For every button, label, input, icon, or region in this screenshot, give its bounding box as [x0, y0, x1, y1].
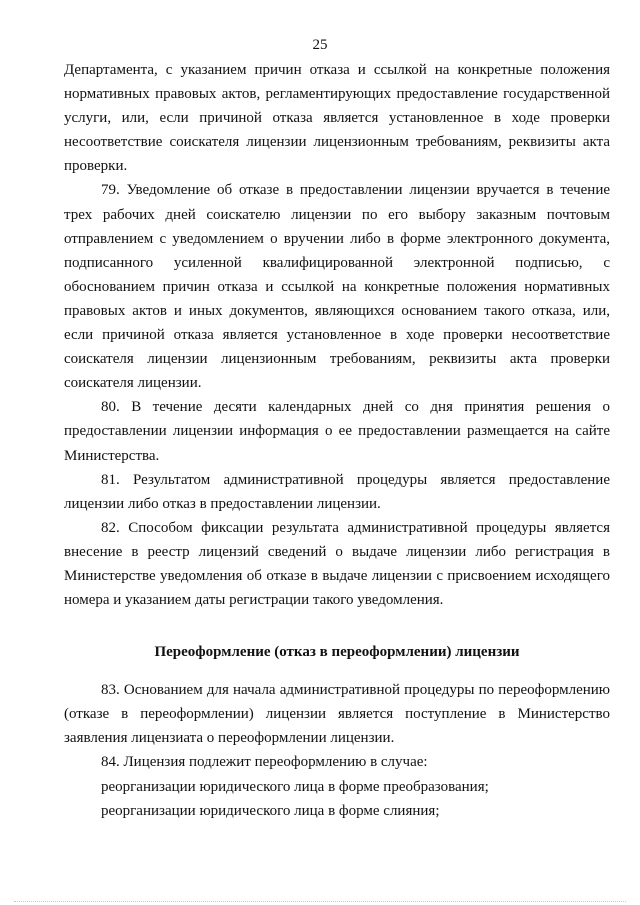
document-body — [64, 58, 610, 823]
paragraph-83: 83. Основанием для начала административной процедуры по переоформлению (отказе в переоформлении) лицензии является поступление в Министерство заявления лицензиата о переоформлении лицензии. — [64, 682, 610, 747]
paragraph-79: 79. Уведомление об отказе в предоставлении лицензии вручается в течение трех рабочих дней соискателю лицензии по его выбору заказным почтовым отправлением с уведомлением о вручении либо в форме электронного документа, подписанного усиленной квалифицированной электронной подписью, с обоснованием причин отказа и ссылкой на конкретные положения нормативных правовых актов и иных документов, являющихся основанием такого отказа, или, если причиной отказа является установленное в ходе проверки несоответствие соискателя лицензии лицензионным требованиям, реквизиты акта проверки соискателя лицензии. — [64, 182, 610, 392]
list-item-merger: реорганизации юридического лица в форме слияния; — [101, 802, 440, 819]
list-item-transformation: реорганизации юридического лица в форме преобразования; — [101, 778, 489, 795]
paragraph-continuation: Департамента, с указанием причин отказа и ссылкой на конкретные положения нормативных правовых актов, регламентирующих предоставление государственной услуги, или, если причиной отказа является установленное в ходе проверки несоответствие соискателя лицензии лицензионным требованиям, реквизиты акта проверки. — [64, 62, 610, 175]
page-number: 25 — [312, 37, 328, 53]
paragraph-84: 84. Лицензия подлежит переоформлению в случае: — [101, 754, 428, 771]
paragraph-80: 80. В течение десяти календарных дней со дня принятия решения о предоставлении лицензии информация о ее предоставлении размещается на сайте Министерства. — [64, 399, 610, 464]
paragraph-82: 82. Способом фиксации результата административной процедуры является внесение в реестр лицензий сведений о выдаче лицензии либо регистрация в Министерстве уведомления об отказе в выдаче лицензии с присвоением исходящего номера и указанием даты регистрации такого уведомления. — [64, 519, 610, 609]
section-heading: Переоформление (отказ в переоформлении) лицензии — [154, 644, 520, 661]
paragraph-81: 81. Результатом административной процедуры является предоставление лицензии либо отказ в предоставлении лицензии. — [64, 471, 610, 512]
scan-edge-line — [14, 901, 626, 902]
